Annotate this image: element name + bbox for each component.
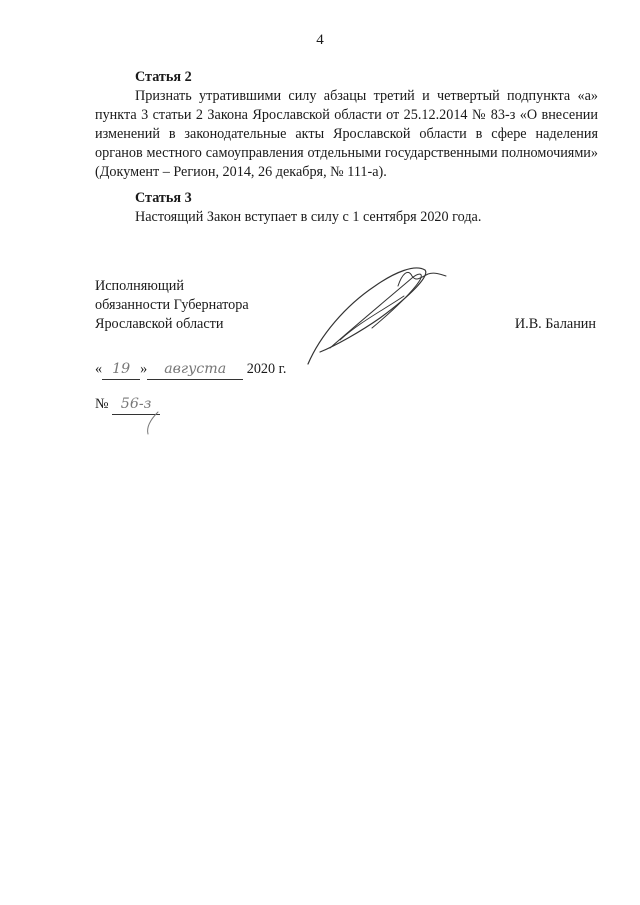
signer-title	[95, 277, 249, 334]
date-open-quote: «	[95, 361, 103, 377]
article-3	[95, 189, 598, 227]
signer-name: И.В. Баланин	[514, 316, 596, 332]
signer-title-line: Ярославской области	[95, 316, 224, 332]
law-number: 56-з	[112, 395, 160, 415]
article-heading: Статья 3	[135, 190, 192, 206]
article-body: Признать утратившими силу абзацы третий и четвертый подпункта «а» пункта 3 статьи 2 Закона Ярославской области от 25.12.2014 № 83-з «О внесении изменений в законодательные акты Ярославской области в сфере наделения органов местного самоуправления отдельными государственными полномочиями» (Документ – Регион, 2014, 26 декабря, № 111-а).	[95, 88, 598, 180]
number-symbol: №	[95, 396, 109, 412]
date-month: августа	[147, 360, 243, 380]
handwritten-mark	[138, 408, 168, 438]
page-number: 4	[316, 32, 324, 48]
date-close-quote: »	[140, 361, 148, 377]
signer-title-line: обязанности Губернатора	[95, 297, 249, 313]
handwritten-signature	[300, 256, 450, 371]
article-2	[95, 68, 598, 182]
signer-title-line: Исполняющий	[95, 278, 184, 294]
article-heading: Статья 2	[135, 69, 192, 85]
article-body: Настоящий Закон вступает в силу с 1 сентября 2020 года.	[135, 209, 482, 225]
date-day: 19	[102, 360, 140, 380]
date-year: 2020 г.	[246, 361, 287, 377]
date-line	[95, 360, 286, 380]
